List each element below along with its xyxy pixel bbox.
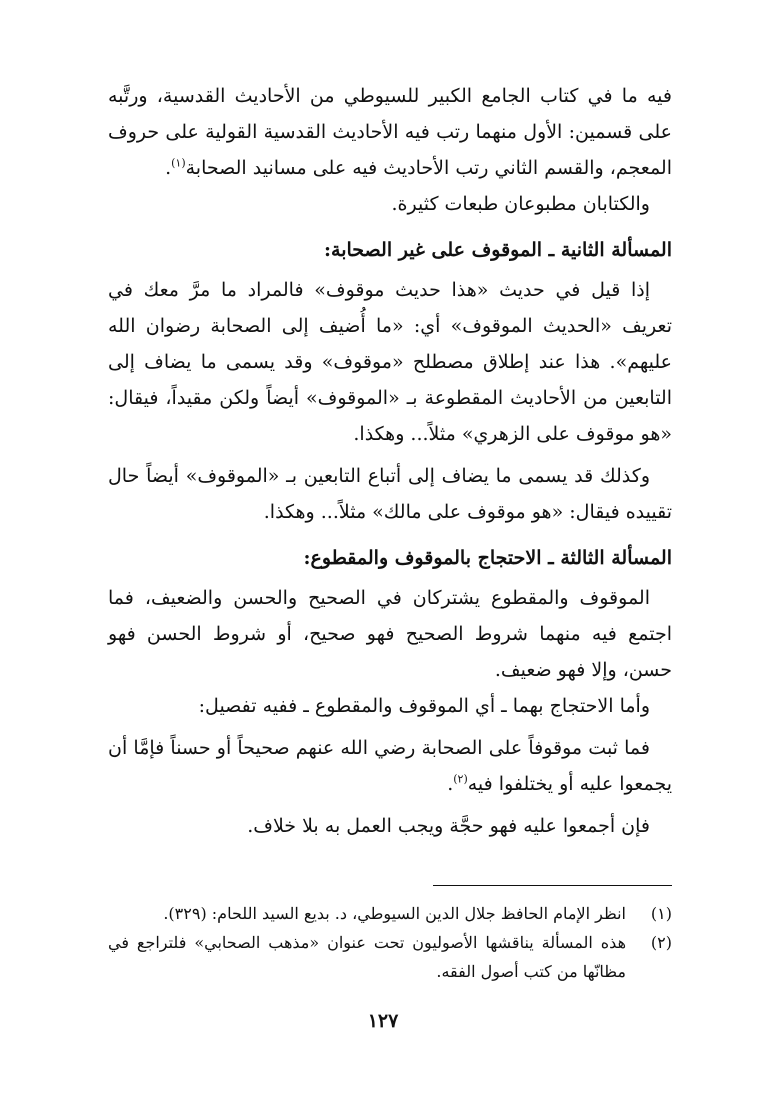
paragraph-6: وأما الاحتجاج بهما ـ أي الموقوف والمقطوع ـ ففيه تفصيل: [198,695,650,717]
footnote-number: (١) [650,904,672,923]
page-body [108,78,672,844]
section-heading-3: المسألة الثالثة ـ الاحتجاج بالموقوف والمقطوع: [303,547,672,569]
paragraph-7-text: فما ثبت موقوفاً على الصحابة رضي الله عنهم صحيحاً أو حسناً فإمَّا أن يجمعوا عليه أو يختلفوا فيه [108,737,672,795]
footnotes [108,899,672,986]
paragraph-7-end: . [447,773,454,795]
paragraph-2: والكتابان مطبوعان طبعات كثيرة. [391,193,650,215]
paragraph-7 [108,730,672,802]
paragraph-8: فإن أجمعوا عليه فهو حجَّة ويجب العمل به بلا خلاف. [247,815,650,837]
footnote-text: انظر الإمام الحافظ جلال الدين السيوطي، د. بديع السيد اللحام: (٣٢٩). [163,904,626,923]
paragraph-1 [108,78,672,186]
paragraph-4: وكذلك قد يسمى ما يضاف إلى أتباع التابعين بـ «الموقوف» أيضاً حال تقييده فيقال: «هو موقوف على مالك» مثلاً... وهكذا. [108,465,672,523]
footnote-ref-2[interactable]: (٢) [453,772,468,786]
paragraph-5: الموقوف والمقطوع يشتركان في الصحيح والحسن والضعيف، فما اجتمع فيه منهما شروط الصحيح فهو صحيح، أو شروط الحسن فهو حسن، وإلا فهو ضعيف. [108,587,672,681]
page-number: ١٢٧ [367,1010,399,1032]
footnote-ref-1[interactable]: (١) [171,156,186,170]
footnote-text: هذه المسألة يناقشها الأصوليون تحت عنوان «مذهب الصحابي» فلتراجع في مظانّها من كتب أصول الفقه. [108,933,626,981]
footnote-1 [108,899,672,928]
footnote-2 [108,928,672,986]
section-heading-2: المسألة الثانية ـ الموقوف على غير الصحابة: [324,239,672,261]
paragraph-1-end: . [165,157,172,179]
paragraph-1-text: فيه ما في كتاب الجامع الكبير للسيوطي من الأحاديث القدسية، ورتَّبه على قسمين: الأول منهما رتب فيه الأحاديث القدسية القولية على حروف المعجم، والقسم الثاني رتب الأحاديث فيه على مسانيد الصحابة [108,85,672,179]
paragraph-3: إذا قيل في حديث «هذا حديث موقوف» فالمراد ما مرَّ معك في تعريف «الحديث الموقوف» أي: «ما أُضيف إلى الصحابة رضوان الله عليهم». هذا عند إطلاق مصطلح «موقوف» وقد يسمى ما يضاف إلى التابعين من الأحاديث المقطوعة بـ «الموقوف» أيضاً ولكن مقيداً، فيقال: «هو موقوف على الزهري» مثلاً... وهكذا. [108,279,672,445]
footnote-number: (٢) [650,933,672,952]
footnote-divider [433,885,672,886]
